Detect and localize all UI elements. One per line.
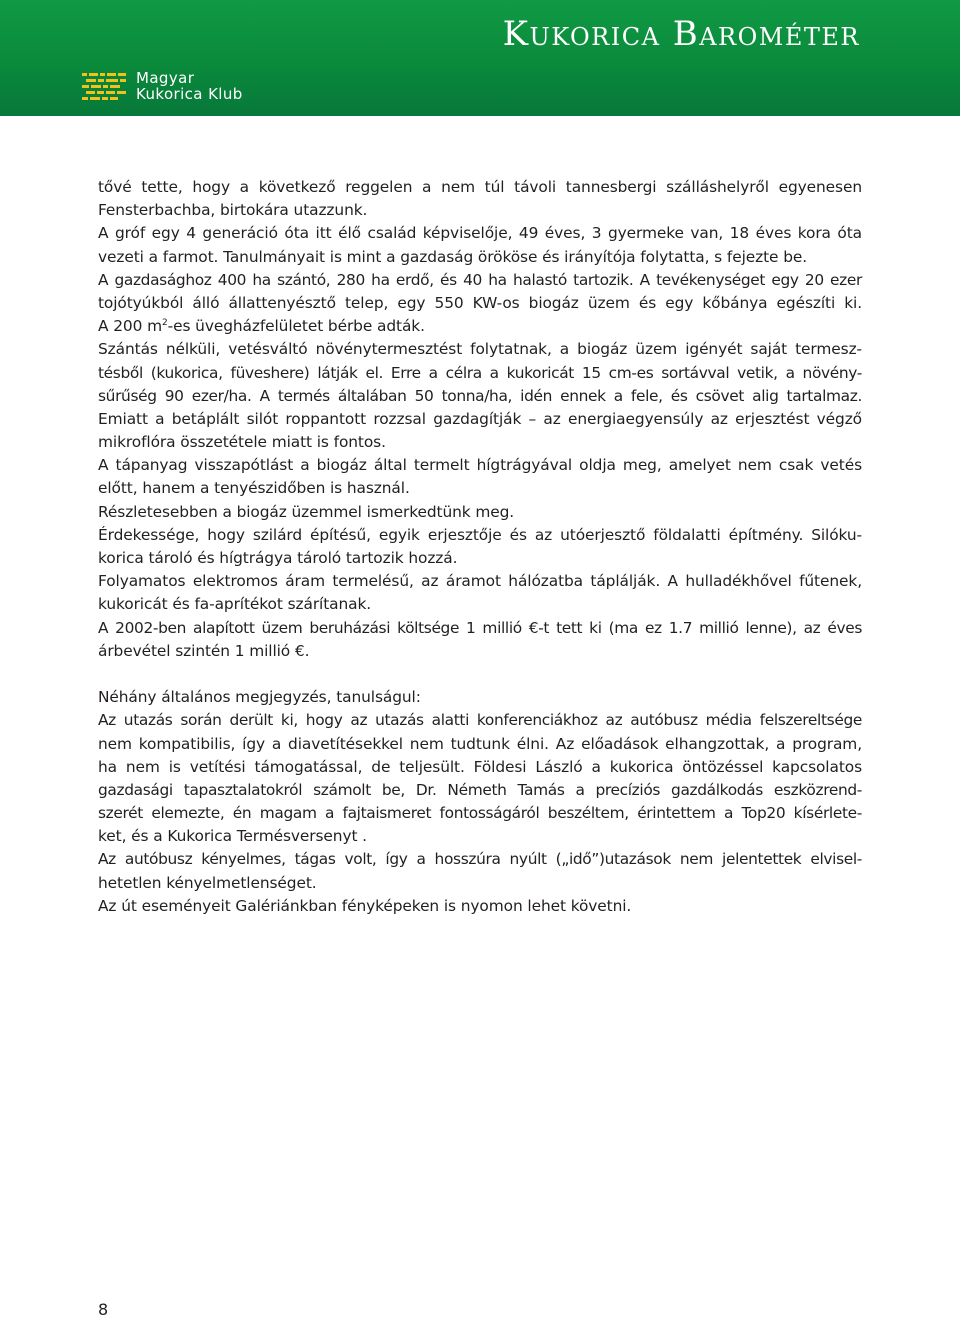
text-line: Az út eseményeit Galériánkban fényképeken is nyomon lehet követni. [98, 896, 632, 915]
text-fragment: -es üvegházfelületet bérbe adták. [167, 317, 425, 336]
text-line: tésből (kukorica, füveshere) látják el. Erre a célra a kukoricát 15 cm-es sortávval vetik, a növény- [98, 363, 862, 382]
text-line: ket, és a Kukorica Termésversenyt . [98, 827, 367, 846]
text-line: Érdekessége, hogy szilárd építésű, egyik erjesztője és az utóerjesztő földalatti építmény. Silóku- [98, 525, 862, 544]
magazine-title: Kukorica Barométer [502, 14, 860, 54]
text-line: vezeti a farmot. Tanulmányait is mint a gazdaság örököse és irányítója folytatta, s fejezte be. [98, 247, 808, 266]
logo-line-2: Kukorica Klub [136, 85, 243, 103]
text-line: tővé tette, hogy a következő reggelen a nem túl távoli tannesbergi szálláshelyről egyenesen [98, 178, 862, 196]
text-line: kukoricát és fa-aprítékot szárítanak. [98, 595, 372, 614]
text-line: szerét elemezte, én magam a fajtaismeret fontosságáról beszéltem, érintettem a Top20 kísérlete- [98, 804, 862, 823]
text-line: árbevétel szintén 1 millió €. [98, 641, 310, 660]
text-line: nem kompatibilis, így a diavetítésekkel nem tudtunk élni. Az előadások elhangzottak, a program, [98, 734, 862, 753]
text-line: Részletesebben a biogáz üzemmel ismerkedtünk meg. [98, 502, 515, 521]
text-fragment: A 200 m [98, 317, 162, 336]
logo-line-1: Magyar [136, 69, 195, 87]
magyar-kukorica-klub-logo [82, 70, 302, 106]
text-line: Szántás nélküli, vetésváltó növénytermesztést folytatnak, a biogáz üzem igényét saját termesz- [98, 340, 862, 359]
text-line: Az autóbusz kényelmes, tágas volt, így a hosszúra nyúlt („idő”)utazások nem jelentettek elvisel- [98, 850, 862, 869]
text-line: Az utazás során derült ki, hogy az utazás alatti konferenciákhoz az autóbusz média felszereltsége [98, 711, 862, 730]
text-line: Folyamatos elektromos áram termelésű, az áramot hálózatba táplálják. A hulladékhővel fűtenek, [98, 572, 862, 591]
text-line: hetetlen kényelmetlenséget. [98, 873, 317, 892]
article-body [98, 176, 862, 918]
superscript: 2 [161, 318, 168, 329]
text-line: Fensterbachba, birtokára utazzunk. [98, 201, 368, 220]
text-line-area [98, 315, 862, 338]
text-line: A 2002-ben alapított üzem beruházási költsége 1 millió €-t tett ki (ma ez 1.7 millió lenne), az éves [98, 618, 862, 637]
text-line: A gazdasághoz 400 ha szántó, 280 ha erdő, és 40 ha halastó tartozik. A tevékenységet egy 20 ezer [98, 270, 862, 289]
text-line: sűrűség 90 ezer/ha. A termés általában 50 tonna/ha, idén ennek a fele, és csövet alig tartalmaz. [98, 386, 862, 405]
text-line: Néhány általános megjegyzés, tanulságul: [98, 688, 421, 707]
text-line: gazdasági tapasztalatokról számolt be, Dr. Németh Tamás a precíziós gazdálkodás eszközrend- [98, 780, 862, 799]
page-header [0, 0, 960, 116]
text-line: előtt, hanem a tenyészidőben is használ. [98, 479, 410, 498]
text-line: tojótyúkból álló állattenyésztő telep, egy 550 KW-os biogáz üzem és egy kőbánya egészíti ki. [98, 293, 862, 312]
text-line: Emiatt a betáplált silót roppantott rozzsal gazdagítják – az energiaegyensúly az erjesztést végző [98, 409, 862, 428]
text-line: A tápanyag visszapótlást a biogáz által termelt hígtrágyával oldja meg, amelyet nem csak vetés [98, 456, 862, 475]
text-line: A gróf egy 4 generáció óta itt élő család képviselője, 49 éves, 3 gyermeke van, 18 éves kora óta [98, 224, 862, 243]
logo-mark-icon [82, 71, 130, 103]
text-line: mikroflóra összetétele miatt is fontos. [98, 433, 386, 452]
page-number: 8 [98, 1300, 109, 1319]
text-line: ha nem is vetítési támogatással, de teljesült. Földesi László a kukorica öntözéssel kapcsolatos [98, 757, 862, 776]
paragraph-spacer [98, 663, 862, 686]
logo-text [136, 70, 243, 102]
text-line: korica tároló és hígtrágya tároló tartozik hozzá. [98, 549, 458, 567]
